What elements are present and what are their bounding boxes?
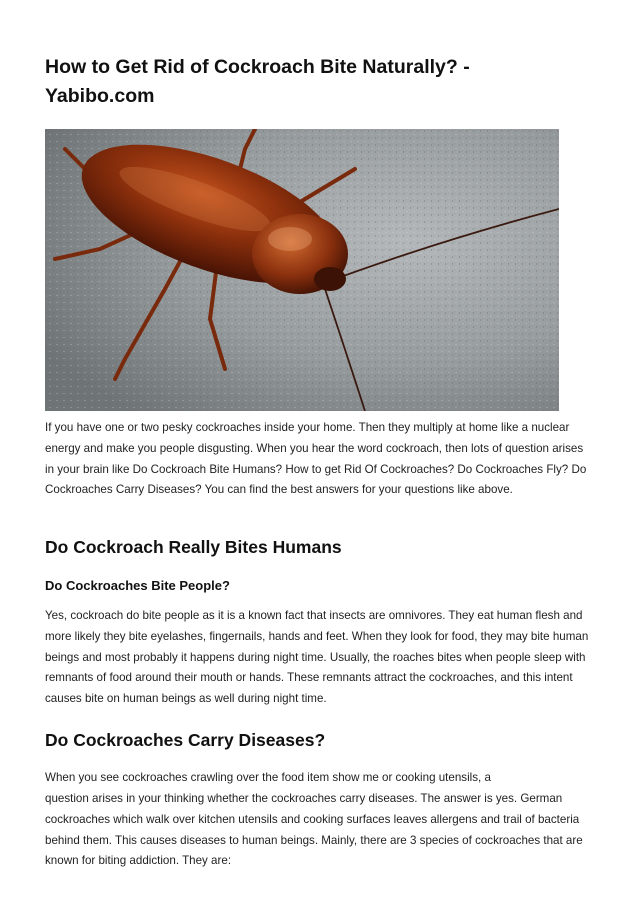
section-heading-bites: Do Cockroach Really Bites Humans [45,537,342,557]
cockroach-photo [45,129,559,411]
diseases-paragraph-first-line: When you see cockroaches crawling over the food item show me or cooking utensils, a [45,771,491,784]
hero-image [45,129,559,411]
diseases-paragraph: question arises in your thinking whether the cockroaches carry diseases. The answer is yes. German cockroaches which walk over kitchen utensils and cooking surfaces leaves allergens and trail of bacteria behind them. This causes diseases to human beings. Mainly, there are 3 species of cockroaches that are known for biting addiction. They are: [45,792,583,868]
subheading-bite-people: Do Cockroaches Bite People? [45,578,230,593]
section-heading-diseases: Do Cockroaches Carry Diseases? [45,730,326,750]
intro-paragraph: If you have one or two pesky cockroaches inside your home. Then they multiply at home like a nuclear energy and make you people disgusting. When you hear the word cockroach, then lots of question arises in your brain like Do Cockroach Bite Humans? How to get Rid Of Cockroaches? Do Cockroaches Fly? Do Cockroaches Carry Diseases? You can find the best answers for your questions like above. [45,421,587,497]
page-title: How to Get Rid of Cockroach Bite Naturally? - Yabibo.com [45,56,470,107]
bites-paragraph: Yes, cockroach do bite people as it is a known fact that insects are omnivores. They eat human flesh and more likely they bite eyelashes, fingernails, hands and feet. When they look for food, they may bite human beings and most probably it happens during night time. Usually, the roaches bites when people sleep with remnants of food around their mouth or hands. These remnants attract the cockroaches, and this intent causes bite on human beings as well during night time. [45,609,589,706]
